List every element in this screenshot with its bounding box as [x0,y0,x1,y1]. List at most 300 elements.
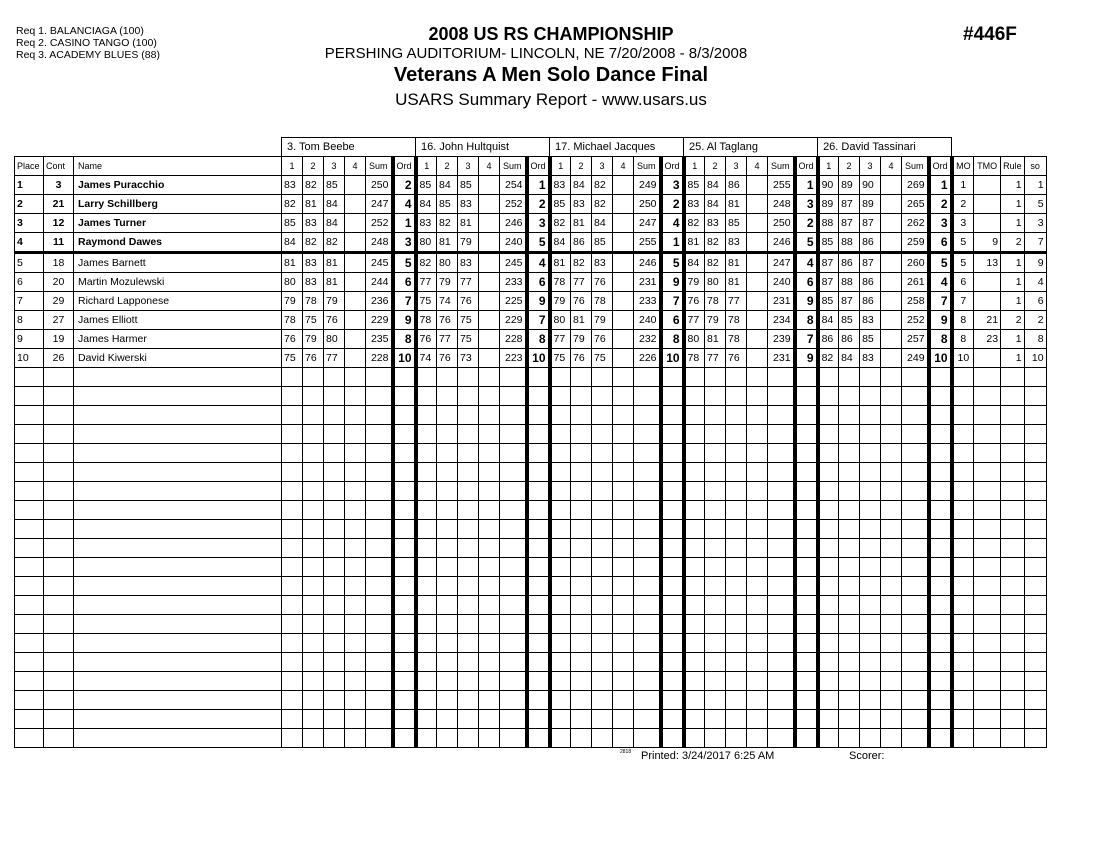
empty-cell [527,501,550,520]
score-2: 86 [839,253,860,273]
ordinal: 10 [393,349,416,368]
empty-cell [795,558,818,577]
empty-cell [527,368,550,387]
empty-cell [324,539,345,558]
score-2: 82 [705,233,726,253]
tmo [974,292,1001,311]
empty-cell [1024,691,1046,710]
score-sum: 236 [366,292,393,311]
score-1: 85 [818,292,839,311]
col-sum: Sum [500,157,527,176]
empty-cell [324,406,345,425]
empty-cell [705,596,726,615]
contestant-number: 11 [44,233,74,253]
empty-cell [929,539,952,558]
score-1: 84 [684,253,705,273]
empty-cell [393,596,416,615]
score-1: 79 [684,273,705,292]
empty-cell [458,520,479,539]
empty-cell [952,691,974,710]
empty-cell [437,368,458,387]
empty-cell [860,501,881,520]
empty-cell [282,615,303,634]
score-2: 81 [571,311,592,330]
empty-cell [726,577,747,596]
empty-cell [44,615,74,634]
score-sum: 235 [366,330,393,349]
score-1: 84 [282,233,303,253]
empty-cell [902,691,929,710]
empty-cell [818,406,839,425]
empty-cell [768,387,795,406]
score-sum: 245 [366,253,393,273]
empty-cell [324,653,345,672]
empty-cell [458,672,479,691]
so: 6 [1024,292,1046,311]
empty-cell [366,387,393,406]
place: 3 [15,214,44,233]
score-4 [613,176,634,195]
empty-cell [974,444,1001,463]
empty-cell [345,615,366,634]
empty-cell [818,672,839,691]
score-3: 87 [860,253,881,273]
empty-cell [839,558,860,577]
empty-cell [818,444,839,463]
score-sum: 250 [634,195,661,214]
empty-cell [613,691,634,710]
empty-cell [726,653,747,672]
score-1: 77 [550,330,571,349]
empty-cell [15,577,44,596]
rule: 1 [1001,176,1025,195]
rule: 1 [1001,292,1025,311]
score-2: 76 [571,349,592,368]
championship-title: 2008 US RS CHAMPIONSHIP [428,24,674,44]
score-1: 83 [416,214,437,233]
empty-row [15,387,1047,406]
empty-cell [550,653,571,672]
tmo: 23 [974,330,1001,349]
empty-cell [768,482,795,501]
empty-cell [303,729,324,748]
table-row [15,253,1047,273]
empty-cell [818,425,839,444]
empty-cell [705,577,726,596]
empty-cell [437,710,458,729]
empty-cell [437,387,458,406]
empty-cell [303,501,324,520]
empty-cell [282,368,303,387]
score-4 [881,273,902,292]
ordinal: 10 [661,349,684,368]
score-3: 76 [726,349,747,368]
empty-cell [1024,387,1046,406]
ordinal: 2 [393,176,416,195]
score-4 [345,214,366,233]
empty-cell [839,710,860,729]
empty-cell [661,520,684,539]
score-1: 76 [416,330,437,349]
empty-cell [613,634,634,653]
col-mo: MO [952,157,974,176]
empty-cell [768,463,795,482]
score-2: 78 [303,292,324,311]
empty-cell [726,615,747,634]
empty-cell [952,387,974,406]
empty-cell [44,672,74,691]
empty-cell [366,539,393,558]
score-1: 75 [416,292,437,311]
empty-cell [634,539,661,558]
place: 10 [15,349,44,368]
empty-cell [592,729,613,748]
empty-cell [366,596,393,615]
empty-cell [324,615,345,634]
empty-cell [839,482,860,501]
score-4 [613,311,634,330]
empty-cell [550,615,571,634]
skater-name: Raymond Dawes [74,233,282,253]
score-3: 76 [458,292,479,311]
col-sum: Sum [366,157,393,176]
score-sum: 265 [902,195,929,214]
score-4 [613,233,634,253]
col-score-4: 4 [479,157,500,176]
score-sum: 261 [902,273,929,292]
col-score-2: 2 [437,157,458,176]
empty-row [15,444,1047,463]
score-3: 85 [860,330,881,349]
empty-cell [1024,482,1046,501]
empty-cell [860,406,881,425]
empty-cell [1001,729,1025,748]
empty-cell [458,691,479,710]
score-3: 83 [458,195,479,214]
empty-cell [74,596,282,615]
empty-cell [1001,425,1025,444]
empty-cell [929,634,952,653]
score-2: 76 [437,311,458,330]
ordinal: 8 [527,330,550,349]
empty-cell [345,520,366,539]
empty-cell [684,634,705,653]
empty-cell [974,368,1001,387]
score-1: 81 [282,253,303,273]
score-4 [345,195,366,214]
empty-cell [74,368,282,387]
empty-cell [324,482,345,501]
score-2: 79 [303,330,324,349]
empty-cell [1024,672,1046,691]
empty-cell [613,558,634,577]
empty-cell [366,634,393,653]
empty-cell [345,653,366,672]
empty-cell [571,729,592,748]
empty-cell [684,672,705,691]
score-2: 83 [303,273,324,292]
empty-cell [74,691,282,710]
ordinal: 1 [527,176,550,195]
empty-cell [15,653,44,672]
score-4 [479,292,500,311]
empty-cell [747,672,768,691]
empty-cell [571,596,592,615]
empty-cell [1024,520,1046,539]
empty-cell [437,615,458,634]
score-3: 81 [324,273,345,292]
empty-cell [479,368,500,387]
empty-cell [860,691,881,710]
score-3: 79 [592,311,613,330]
empty-cell [839,653,860,672]
empty-cell [282,444,303,463]
empty-cell [795,387,818,406]
judge-header-row [15,138,1047,157]
empty-cell [747,501,768,520]
score-3: 84 [324,214,345,233]
empty-cell [44,634,74,653]
score-sum: 228 [500,330,527,349]
empty-cell [705,729,726,748]
score-3: 90 [860,176,881,195]
empty-cell [1001,615,1025,634]
col-score-2: 2 [571,157,592,176]
empty-cell [974,691,1001,710]
empty-cell [15,463,44,482]
ordinal: 1 [393,214,416,233]
score-4 [747,292,768,311]
empty-cell [592,577,613,596]
empty-cell [902,501,929,520]
empty-cell [661,691,684,710]
empty-cell [860,672,881,691]
empty-cell [768,653,795,672]
ordinal: 4 [661,214,684,233]
score-sum: 250 [768,214,795,233]
empty-cell [437,672,458,691]
empty-cell [613,710,634,729]
empty-cell [705,444,726,463]
rule: 1 [1001,273,1025,292]
judge-name: 16. John Hultquist [416,138,550,157]
empty-cell [592,710,613,729]
so: 9 [1024,253,1046,273]
empty-cell [500,520,527,539]
empty-cell [282,501,303,520]
score-2: 87 [839,214,860,233]
empty-cell [282,691,303,710]
empty-cell [345,387,366,406]
col-score-1: 1 [684,157,705,176]
score-3: 75 [592,349,613,368]
empty-cell [458,444,479,463]
empty-cell [902,387,929,406]
empty-cell [303,482,324,501]
place: 5 [15,253,44,273]
empty-cell [726,482,747,501]
score-4 [479,176,500,195]
empty-cell [902,406,929,425]
score-sum: 240 [634,311,661,330]
empty-cell [705,672,726,691]
empty-cell [458,729,479,748]
empty-cell [881,425,902,444]
empty-cell [44,710,74,729]
empty-cell [15,672,44,691]
score-2: 88 [839,233,860,253]
score-2: 76 [571,292,592,311]
judge-name: 3. Tom Beebe [282,138,416,157]
so: 1 [1024,176,1046,195]
score-1: 90 [818,176,839,195]
empty-cell [684,368,705,387]
empty-cell [437,463,458,482]
score-2: 77 [437,330,458,349]
score-2: 84 [705,176,726,195]
place: 4 [15,233,44,253]
table-row [15,311,1047,330]
score-sum: 262 [902,214,929,233]
mo: 1 [952,176,974,195]
ordinal: 5 [795,233,818,253]
empty-cell [500,634,527,653]
empty-cell [974,482,1001,501]
empty-cell [1024,463,1046,482]
empty-cell [929,653,952,672]
empty-cell [661,596,684,615]
tmo [974,195,1001,214]
score-1: 83 [282,176,303,195]
empty-cell [974,577,1001,596]
empty-cell [860,444,881,463]
empty-cell [929,406,952,425]
empty-cell [345,463,366,482]
empty-cell [345,482,366,501]
score-2: 82 [705,253,726,273]
mo: 8 [952,330,974,349]
empty-cell [974,539,1001,558]
empty-cell [747,520,768,539]
empty-cell [1001,501,1025,520]
empty-cell [726,406,747,425]
empty-cell [550,672,571,691]
empty-cell [952,596,974,615]
empty-cell [393,672,416,691]
empty-cell [527,615,550,634]
empty-cell [952,634,974,653]
tmo [974,349,1001,368]
mo: 5 [952,233,974,253]
empty-cell [500,387,527,406]
empty-cell [550,558,571,577]
col-score-4: 4 [613,157,634,176]
empty-cell [768,710,795,729]
empty-cell [684,463,705,482]
score-2: 74 [437,292,458,311]
empty-cell [282,577,303,596]
empty-cell [634,482,661,501]
empty-cell [684,482,705,501]
empty-cell [527,425,550,444]
empty-cell [324,520,345,539]
mo: 8 [952,311,974,330]
judge-name: 17. Michael Jacques [550,138,684,157]
score-sum: 257 [902,330,929,349]
empty-cell [366,368,393,387]
empty-cell [550,406,571,425]
score-2: 88 [839,273,860,292]
empty-cell [860,463,881,482]
empty-cell [416,406,437,425]
score-4 [479,214,500,233]
score-4 [747,349,768,368]
score-1: 77 [684,311,705,330]
empty-cell [613,653,634,672]
score-1: 79 [550,292,571,311]
empty-cell [818,520,839,539]
contestant-number: 19 [44,330,74,349]
empty-cell [747,710,768,729]
ordinal: 9 [929,311,952,330]
rule: 2 [1001,233,1025,253]
empty-cell [974,558,1001,577]
ordinal: 10 [929,349,952,368]
empty-cell [747,387,768,406]
score-sum: 249 [902,349,929,368]
empty-cell [324,710,345,729]
empty-cell [15,615,44,634]
score-2: 83 [303,253,324,273]
empty-cell [44,729,74,748]
score-3: 78 [592,292,613,311]
empty-cell [747,406,768,425]
tmo: 13 [974,253,1001,273]
empty-cell [661,710,684,729]
skater-name: James Barnett [74,253,282,273]
empty-cell [661,729,684,748]
empty-cell [74,710,282,729]
results-table [14,137,1047,748]
empty-cell [479,425,500,444]
empty-cell [282,729,303,748]
score-3: 85 [458,176,479,195]
empty-cell [634,368,661,387]
empty-cell [974,596,1001,615]
empty-cell [684,558,705,577]
score-2: 76 [437,349,458,368]
empty-cell [929,672,952,691]
col-score-2: 2 [705,157,726,176]
empty-cell [571,672,592,691]
empty-cell [1024,368,1046,387]
empty-cell [860,577,881,596]
empty-cell [550,501,571,520]
score-2: 82 [303,233,324,253]
score-sum: 260 [902,253,929,273]
empty-cell [795,368,818,387]
empty-cell [726,596,747,615]
score-3: 82 [324,233,345,253]
ordinal: 9 [393,311,416,330]
score-4 [881,311,902,330]
empty-cell [661,558,684,577]
empty-cell [881,558,902,577]
skater-name: Larry Schillberg [74,195,282,214]
score-1: 80 [416,233,437,253]
score-sum: 233 [634,292,661,311]
empty-cell [500,615,527,634]
